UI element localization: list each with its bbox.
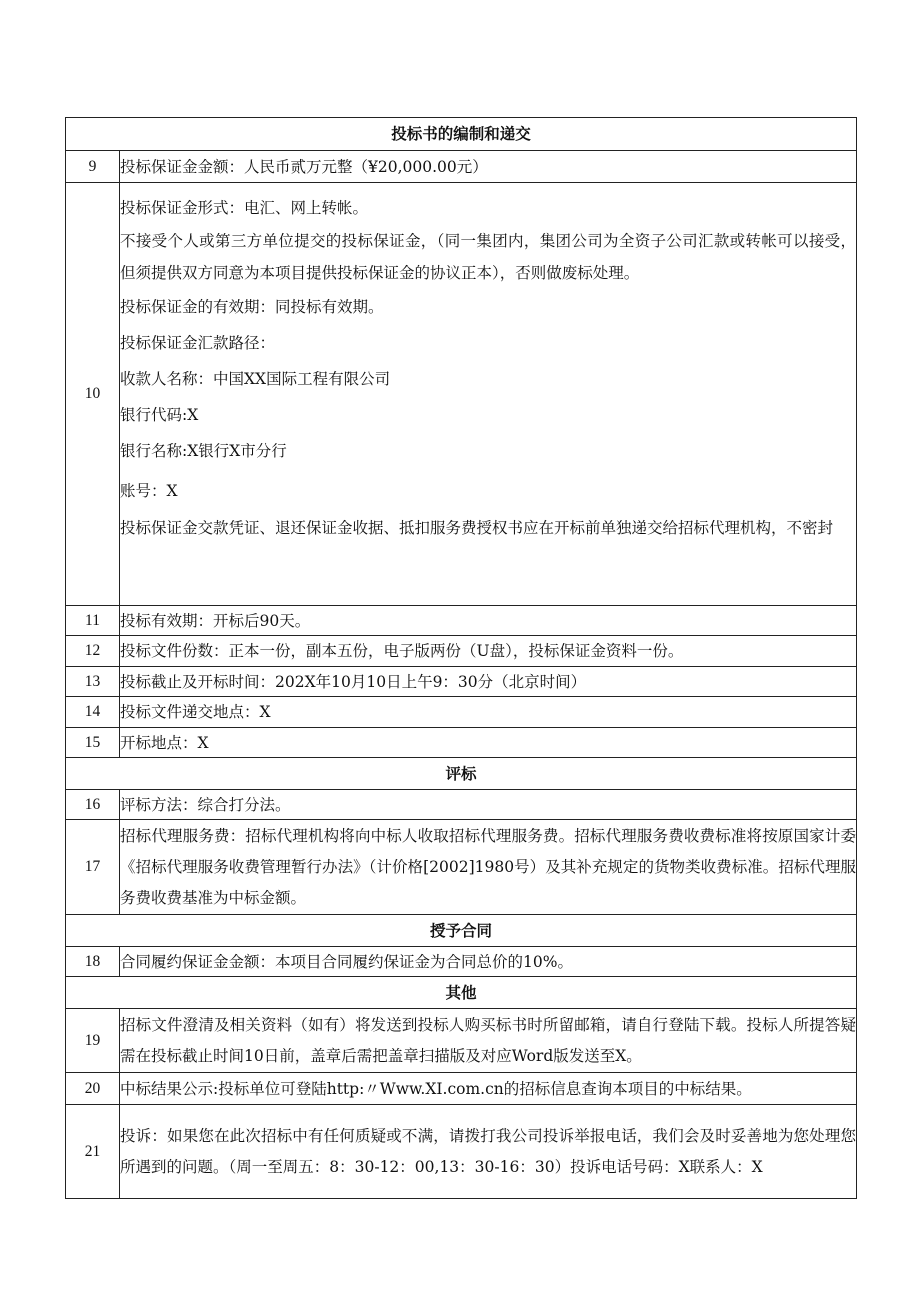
row-content: 投标有效期：开标后90天。 (120, 606, 857, 636)
row-content: 投标截止及开标时间：202X年10月10日上午9：30分（北京时间） (120, 667, 857, 697)
content-line: 银行名称:X银行X市分行 (120, 442, 287, 460)
section-header-row (66, 915, 857, 947)
section-title: 授予合同 (66, 915, 857, 947)
table-row (66, 1105, 857, 1199)
section-header-row (66, 118, 857, 151)
row-number: 10 (66, 183, 120, 606)
content-line: 投标保证金交款凭证、退还保证金收据、抵扣服务费授权书应在开标前单独递交给招标代理机构，不密封 (120, 519, 834, 537)
row-content: 评标方法：综合打分法。 (120, 790, 857, 820)
content-line: 投标保证金汇款路径： (120, 334, 276, 352)
table-row (66, 1009, 857, 1073)
row-number: 15 (66, 728, 120, 758)
row-content: 开标地点：X (120, 728, 857, 758)
row-content (120, 183, 857, 606)
content-line: 不接受个人或第三方单位提交的投标保证金，（同一集团内，集团公司为全资子公司汇款或转帐可以接受，但须提供双方同意为本项目提供投标保证金的协议正本），否则做废标处理。 (120, 232, 857, 282)
row-text: 招标文件澄清及相关资料（如有）将发送到投标人购买标书时所留邮箱，请自行登陆下载。投标人所提答疑需在投标截止时间10日前，盖章后需把盖章扫描版及对应Word版发送至X。 (120, 1015, 857, 1065)
row-number: 17 (66, 820, 120, 915)
row-number: 19 (66, 1009, 120, 1073)
table-row (66, 606, 857, 636)
content-line: 投标保证金的有效期：同投标有效期。 (120, 298, 384, 316)
table-row (66, 151, 857, 183)
table-row (66, 790, 857, 820)
table-row (66, 728, 857, 758)
row-number: 13 (66, 667, 120, 697)
section-title: 评标 (66, 758, 857, 790)
row-number: 12 (66, 636, 120, 667)
content-line: 投标保证金形式：电汇、网上转帐。 (120, 199, 369, 217)
row-text: 投诉：如果您在此次招标中有任何质疑或不满，请拨打我公司投诉举报电话，我们会及时妥善地为您处理您所遇到的问题。（周一至周五：8：30-12：00,13：30-16：30）投诉电话号码：X联系人：X (120, 1126, 857, 1176)
table-row (66, 1073, 857, 1105)
content-line: 银行代码:X (120, 406, 199, 424)
section-header-row (66, 758, 857, 790)
row-content: 投标保证金金额：人民币贰万元整（¥20,000.00元） (120, 151, 857, 183)
section-title: 投标书的编制和递交 (66, 118, 857, 151)
table-row (66, 820, 857, 915)
row-content (120, 1009, 857, 1073)
row-number: 14 (66, 697, 120, 728)
row-content: 合同履约保证金金额：本项目合同履约保证金为合同总价的10%。 (120, 947, 857, 977)
table-row (66, 697, 857, 728)
content-line: 账号：X (120, 482, 178, 500)
row-content (120, 820, 857, 915)
section-title: 其他 (66, 977, 857, 1009)
row-content (120, 1105, 857, 1199)
row-content: 投标文件份数：正本一份，副本五份，电子版两份（U盘），投标保证金资料一份。 (120, 636, 857, 667)
row-number: 21 (66, 1105, 120, 1199)
section-header-row (66, 977, 857, 1009)
tender-info-table (65, 117, 857, 1199)
row-number: 11 (66, 606, 120, 636)
table-row (66, 947, 857, 977)
row-number: 20 (66, 1073, 120, 1105)
row-text: 招标代理服务费：招标代理机构将向中标人收取招标代理服务费。招标代理服务费收费标准将按原国家计委《招标代理服务收费管理暂行办法》（计价格[2002]1980号）及其补充规定的货物类收费标准。招标代理服务费收费基准为中标金额。 (120, 826, 857, 907)
table-row (66, 667, 857, 697)
row-content: 中标结果公示:投标单位可登陆http:〃Www.XI.com.cn的招标信息查询本项目的中标结果。 (120, 1073, 857, 1105)
row-number: 16 (66, 790, 120, 820)
row-number: 9 (66, 151, 120, 183)
content-line: 收款人名称：中国XX国际工程有限公司 (120, 370, 391, 388)
row-number: 18 (66, 947, 120, 977)
row-content: 投标文件递交地点：X (120, 697, 857, 728)
table-row (66, 183, 857, 606)
table-row (66, 636, 857, 667)
